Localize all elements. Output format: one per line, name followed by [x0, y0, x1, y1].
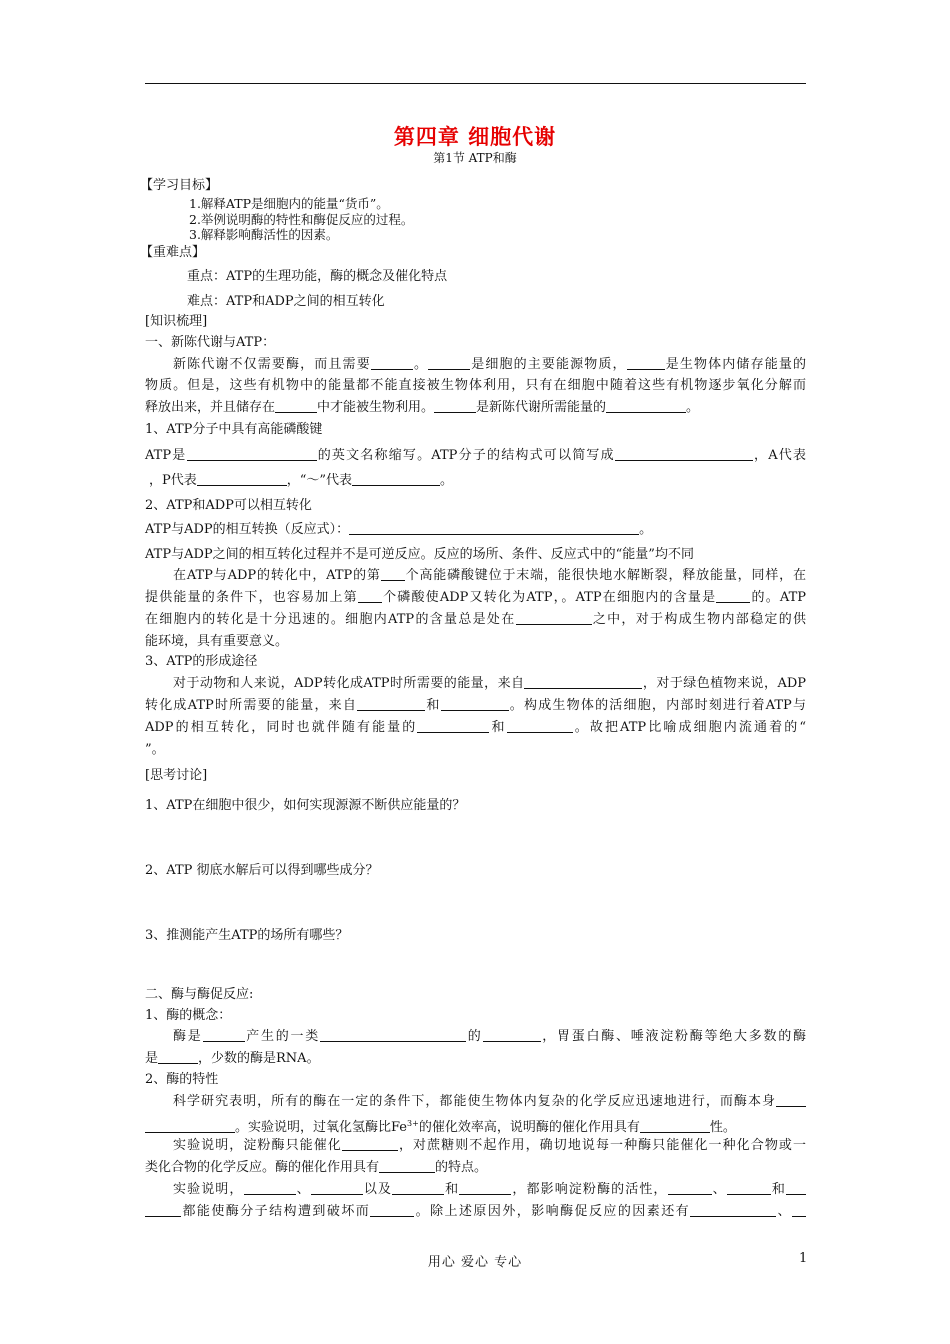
answer-blank[interactable]: [716, 589, 750, 603]
paragraph-line: 在细胞内的转化是十分迅速的。细胞内ATP的含量总是处在 之中，对于构成生物内部稳定的供: [145, 612, 806, 627]
answer-blank[interactable]: [516, 611, 592, 625]
difficulty-text: 难点：ATP和ADP之间的相互转化: [187, 294, 385, 309]
paragraph-line: ATP是 的英文名称缩写。ATP分子的结构式可以简写成 ，A代表: [145, 448, 806, 463]
section-heading: 一、新陈代谢与ATP：: [145, 335, 276, 350]
answer-blank[interactable]: [792, 1203, 806, 1217]
answer-blank[interactable]: [441, 697, 509, 711]
paragraph-line: 酶是 产生的一类 的 ，胃蛋白酶、唾液淀粉酶等绝大多数的酶: [173, 1029, 806, 1044]
goal-item: 2.举例说明酶的特性和酶促反应的过程。: [189, 212, 414, 227]
paragraph-line: 是 ，少数的酶是RNA。: [145, 1051, 320, 1066]
answer-blank[interactable]: [275, 399, 317, 413]
focus-text: 重点：ATP的生理功能，酶的概念及催化特点: [187, 269, 448, 284]
footer-motto: 用心 爱心 专心: [427, 1255, 523, 1270]
goals-heading: 【学习目标】: [140, 178, 219, 193]
subsection-heading: 1、ATP分子中具有高能磷酸键: [145, 422, 323, 437]
paragraph-line: 提供能量的条件下，也容易加上第 个磷酸使ADP又转化为ATP，。ATP在细胞内的含量是 的。ATP: [145, 590, 806, 605]
answer-blank[interactable]: [459, 1181, 511, 1195]
paragraph-line: 能环境，具有重要意义。: [145, 634, 289, 649]
discussion-question: 2、ATP 彻底水解后可以得到哪些成分？: [145, 863, 379, 878]
answer-blank[interactable]: [357, 697, 425, 711]
paragraph-line: 对于动物和人来说，ADP转化成ATP时所需要的能量，来自 ，对于绿色植物来说，ADP: [173, 676, 807, 691]
discussion-heading: [思考讨论]: [145, 768, 208, 783]
answer-blank[interactable]: [434, 399, 476, 413]
paragraph-line: 转化成ATP时所需要的能量，来自 和 。构成生物体的活细胞，内部时刻进行着ATP与: [145, 698, 806, 713]
answer-blank[interactable]: [786, 1181, 806, 1195]
paragraph-line: ATP与ADP之间的相互转化过程并不是可逆反应。反应的场所、条件、反应式中的“能量”均不同: [145, 547, 694, 562]
chapter-title: 第四章 细胞代谢: [393, 125, 557, 149]
key-points-heading: 【重难点】: [140, 245, 206, 260]
answer-blank[interactable]: [311, 1181, 363, 1195]
answer-blank[interactable]: [507, 719, 573, 733]
discussion-question: 3、推测能产生ATP的场所有哪些？: [145, 928, 349, 943]
subsection-heading: 2、酶的特性: [145, 1072, 219, 1087]
knowledge-heading: [知识梳理]: [145, 314, 208, 329]
answer-blank[interactable]: [145, 1119, 235, 1133]
paragraph-line: 。实验说明，过氧化氢酶比$Fe^{3+}$的催化效率高，说明酶的催化作用具有 性。: [145, 1115, 736, 1136]
answer-blank[interactable]: [483, 1028, 541, 1042]
answer-blank[interactable]: [776, 1093, 806, 1107]
answer-blank[interactable]: [203, 1028, 245, 1042]
goal-item: 1.解释ATP是细胞内的能量“货币”。: [189, 196, 389, 211]
answer-blank[interactable]: [352, 472, 440, 486]
section-heading: 二、酶与酶促反应:: [145, 987, 254, 1002]
discussion-question: 1、ATP在细胞中很少，如何实现源源不断供应能量的？: [145, 798, 466, 813]
goal-item: 3.解释影响酶活性的因素。: [189, 227, 339, 242]
paragraph-line: ADP的相互转化，同时也就伴随有能量的 和 。故把ATP比喻成细胞内流通着的“: [145, 720, 806, 735]
section-subtitle: 第1节 ATP和酶: [433, 151, 517, 165]
answer-blank[interactable]: [244, 1181, 296, 1195]
subsection-heading: 2、ATP和ADP可以相互转化: [145, 498, 312, 513]
answer-blank[interactable]: [358, 589, 382, 603]
answer-blank[interactable]: [606, 399, 686, 413]
answer-blank[interactable]: [342, 1137, 398, 1151]
paragraph-line: 在ATP与ADP的转化中，ATP的第 个高能磷酸键位于末端，能很快地水解断裂，释放能量，同样，在: [173, 568, 806, 583]
answer-blank[interactable]: [668, 1181, 712, 1195]
answer-blank[interactable]: [428, 356, 470, 370]
answer-blank[interactable]: [197, 472, 287, 486]
answer-blank[interactable]: [187, 447, 317, 461]
paragraph-line: 实验说明，淀粉酶只能催化 ，对蔗糖则不起作用，确切地说每一种酶只能催化一种化合物或一: [173, 1138, 806, 1153]
paragraph-line: 类化合物的化学反应。酶的催化作用具有 的特点。: [145, 1160, 488, 1175]
answer-blank[interactable]: [381, 567, 405, 581]
header-rule: [145, 83, 806, 84]
paragraph-line: 新陈代谢不仅需要酶，而且需要 。 是细胞的主要能源物质， 是生物体内储存能量的: [173, 357, 806, 372]
answer-blank[interactable]: [379, 1159, 435, 1173]
answer-blank[interactable]: [640, 1119, 710, 1133]
answer-blank[interactable]: [371, 356, 413, 370]
subsection-heading: 1、酶的概念：: [145, 1008, 232, 1023]
answer-blank[interactable]: [392, 1181, 444, 1195]
answer-blank[interactable]: [320, 1028, 466, 1042]
answer-blank[interactable]: [349, 521, 639, 535]
paragraph-line: 科学研究表明，所有的酶在一定的条件下，都能使生物体内复杂的化学反应迅速地进行，而酶本身: [145, 1093, 806, 1110]
page-number: 1: [799, 1251, 808, 1266]
paragraph-line: 实验说明， 、 以及 和 ，都影响淀粉酶的活性， 、 和: [145, 1181, 806, 1198]
paragraph-line: ”。: [145, 742, 165, 757]
paragraph-line: ATP与ADP的相互转换（反应式）： 。: [145, 522, 653, 537]
answer-blank[interactable]: [145, 1203, 181, 1217]
answer-blank[interactable]: [417, 719, 489, 733]
paragraph-line: 都能使酶分子结构遭到破坏而 。除上述原因外，影响酶促反应的因素还有 、: [145, 1203, 806, 1220]
answer-blank[interactable]: [158, 1050, 198, 1064]
subsection-heading: 3、ATP的形成途径: [145, 654, 258, 669]
answer-blank[interactable]: [524, 675, 642, 689]
answer-blank[interactable]: [690, 1203, 776, 1217]
answer-blank[interactable]: [370, 1203, 414, 1217]
answer-blank[interactable]: [627, 356, 665, 370]
paragraph-line: ，P代表 ，“～”代表 。: [149, 473, 454, 488]
paragraph-line: 释放出来，并且储存在 中才能被生物利用。 是新陈代谢所需能量的 。: [145, 400, 700, 415]
paragraph-line: 物质。但是，这些有机物中的能量都不能直接被生物体利用，只有在细胞中随着这些有机物逐步氧化分解而: [145, 378, 806, 393]
answer-blank[interactable]: [727, 1181, 771, 1195]
answer-blank[interactable]: [615, 447, 753, 461]
